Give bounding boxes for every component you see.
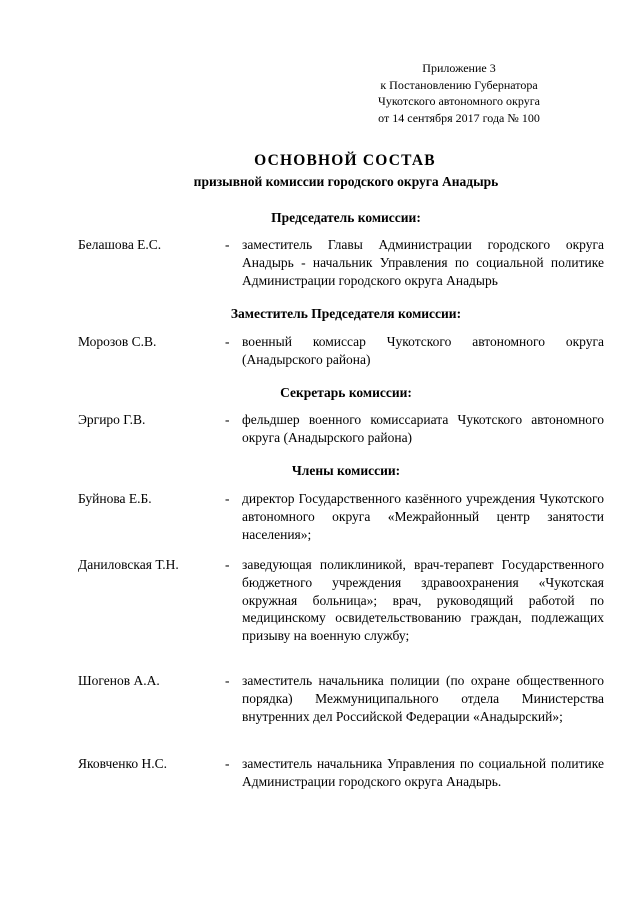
person-name: Шогенов А.А. [78, 673, 160, 688]
dash-separator: - [225, 334, 230, 349]
section-heading-deputy: Заместитель Председателя комиссии: [230, 306, 462, 321]
document-title: ОСНОВНОЙ СОСТАВ [254, 152, 436, 169]
dash-separator: - [225, 557, 230, 572]
person-description: директор Государственного казённого учреждения Чукотского автономного округа «Межрайонный центр занятости населения»; [242, 491, 604, 542]
dash-separator: - [225, 673, 230, 688]
person-description: военный комиссар Чукотского автономного округа (Анадырского района) [242, 334, 604, 367]
person-description: заведующая поликлиникой, врач-терапевт Государственного бюджетного учреждения здравоохранения «Чукотская окружная больница»; врач, руководящий работой по медицинскому освидетельствованию граждан, подлежащих призыву на военную службу; [242, 557, 604, 644]
person-description: заместитель начальника Управления по социальной политике Администрации городского округа Анадырь. [242, 756, 604, 789]
section-heading-secretary: Секретарь комиссии: [280, 385, 412, 400]
dash-separator: - [225, 412, 230, 427]
person-name: Морозов С.В. [78, 334, 157, 349]
dash-separator: - [225, 237, 230, 252]
person-name: Буйнова Е.Б. [78, 491, 152, 506]
person-name: Яковченко Н.С. [78, 756, 167, 771]
dash-separator: - [225, 756, 230, 771]
person-name: Белашова Е.С. [78, 237, 162, 252]
annex-line-2: к Постановлению Губернатора [380, 77, 538, 92]
person-description: заместитель Главы Администрации городского округа Анадырь - начальник Управления по социальной политике Администрации городского округа Анадырь [242, 237, 604, 288]
annex-line-4: от 14 сентября 2017 года № 100 [378, 110, 540, 125]
section-heading-chairman: Председатель комиссии: [271, 210, 421, 225]
section-heading-members: Члены комиссии: [291, 463, 401, 478]
person-name: Даниловская Т.Н. [78, 557, 179, 572]
person-name: Эргиро Г.В. [78, 412, 146, 427]
annex-line-3: Чукотского автономного округа [378, 94, 540, 108]
person-description: заместитель начальника полиции (по охране общественного порядка) Межмуниципального отдела Министерства внутренних дел Российской Федерации «Анадырский»; [242, 673, 604, 724]
annex-line-1: Приложение 3 [422, 61, 496, 75]
dash-separator: - [225, 491, 230, 506]
person-description: фельдшер военного комиссариата Чукотского автономного округа (Анадырского района) [242, 412, 604, 445]
annex-block [330, 60, 588, 126]
document-subtitle: призывной комиссии городского округа Анадырь [193, 174, 499, 189]
